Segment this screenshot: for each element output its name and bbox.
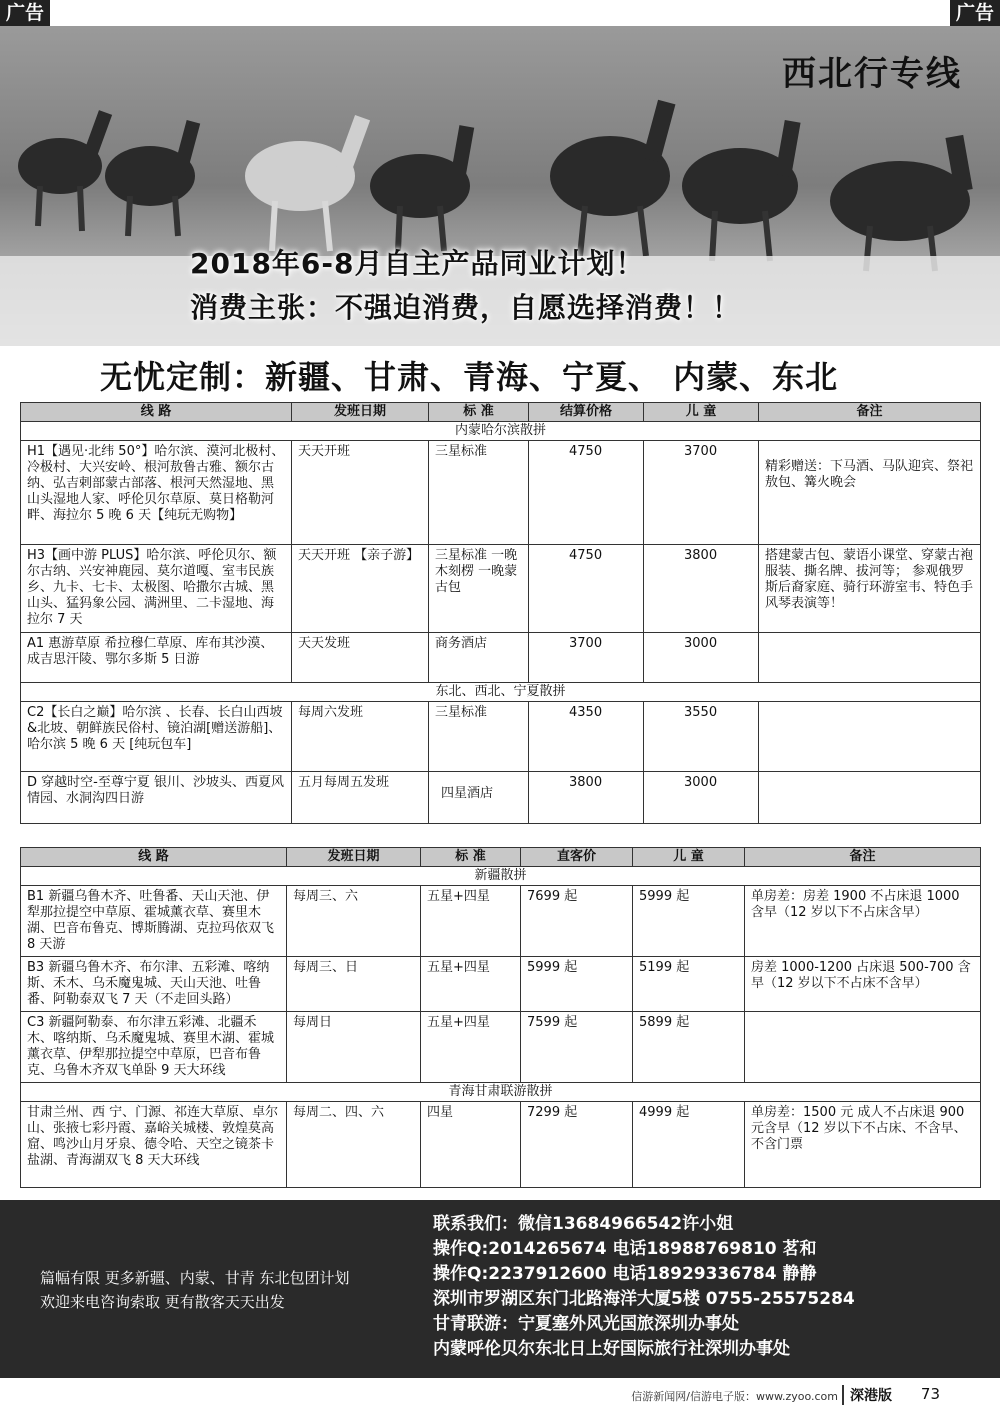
cell-child: 3800 bbox=[644, 545, 759, 633]
cell-date: 每周六发班 bbox=[292, 702, 429, 772]
ad-tag-right: 广告 bbox=[950, 0, 1000, 26]
cell-standard: 五星+四星 bbox=[421, 886, 521, 957]
hero-slogan-1: 2018年6-8月自主产品同业计划！ bbox=[190, 247, 645, 280]
section-title: 内蒙哈尔滨散拼 bbox=[21, 422, 981, 441]
table-row bbox=[21, 441, 981, 545]
cell-route: B3 新疆乌鲁木齐、布尔津、五彩滩、喀纳斯、禾木、乌禾魔鬼城、天山天池、吐鲁番、阿勒泰双飞 7 天（不走回头路） bbox=[21, 957, 287, 1012]
contact-line: 联系我们：微信13684966542许小姐 bbox=[433, 1214, 734, 1234]
col-header-standard: 标 准 bbox=[421, 848, 521, 867]
table-row bbox=[21, 545, 981, 633]
ad-tag-left: 广告 bbox=[0, 0, 50, 26]
table-row bbox=[21, 772, 981, 824]
col-header-standard: 标 准 bbox=[429, 403, 529, 422]
cell-price: 4750 bbox=[529, 545, 644, 633]
table-row bbox=[21, 702, 981, 772]
cell-standard: 三星标准 一晚木刻楞 一晚蒙古包 bbox=[429, 545, 529, 633]
col-header-child: 儿 童 bbox=[644, 403, 759, 422]
route-table-1 bbox=[20, 402, 981, 824]
col-header-child: 儿 童 bbox=[633, 848, 745, 867]
contact-footer bbox=[0, 1200, 1000, 1378]
cell-price: 7699 起 bbox=[521, 886, 633, 957]
table-header-row bbox=[21, 403, 981, 422]
section-title: 新疆散拼 bbox=[21, 867, 981, 886]
col-header-route: 线 路 bbox=[21, 848, 287, 867]
cell-route: A1 惠游草原 希拉穆仁草原、库布其沙漠、成吉思汗陵、鄂尔多斯 5 日游 bbox=[21, 633, 292, 683]
edition-label: 深港版 bbox=[842, 1385, 892, 1405]
route-table-2 bbox=[20, 847, 981, 1188]
col-header-date: 发班日期 bbox=[292, 403, 429, 422]
cell-price: 7599 起 bbox=[521, 1012, 633, 1083]
cell-date: 五月每周五发班 bbox=[292, 772, 429, 824]
cell-route: B1 新疆乌鲁木齐、吐鲁番、天山天池、伊犁那拉提空中草原、霍城薰衣草、赛里木湖、巴音布鲁克、博斯腾湖、克拉玛依双飞 8 天游 bbox=[21, 886, 287, 957]
cell-price: 4750 bbox=[529, 441, 644, 545]
contact-line: 操作Q:2014265674 电话18988769810 茗和 bbox=[433, 1239, 817, 1259]
cell-route: D 穿越时空-至尊宁夏 银川、沙坡头、西夏风情园、水洞沟四日游 bbox=[21, 772, 292, 824]
contact-block bbox=[433, 1212, 855, 1362]
cell-note: 房差 1000-1200 占床退 500-700 含早（12 岁以下不占床不含早） bbox=[745, 957, 981, 1012]
table-header-row bbox=[21, 848, 981, 867]
cell-child: 5199 起 bbox=[633, 957, 745, 1012]
hero-banner bbox=[0, 26, 1000, 346]
cell-child: 5999 起 bbox=[633, 886, 745, 957]
col-header-note: 备注 bbox=[745, 848, 981, 867]
col-header-route: 线 路 bbox=[21, 403, 292, 422]
contact-line: 操作Q:2237912600 电话18929336784 静静 bbox=[433, 1264, 817, 1284]
cell-note: 搭建蒙古包、蒙语小课堂、穿蒙古袍服装、撕名牌、拔河等； 参观俄罗斯后裔家庭、骑行环游室韦、特色手风琴表演等！ bbox=[759, 545, 981, 633]
cell-route: H3【画中游 PLUS】哈尔滨、呼伦贝尔、额尔古纳、兴安神鹿园、莫尔道嘎、室韦民族乡、九卡、七卡、太极图、哈撒尔古城、黑山头、猛犸象公园、满洲里、二卡湿地、海拉尔 7 天 bbox=[21, 545, 292, 633]
cell-note: 单房差：1500 元 成人不占床退 900 元含早（12 岁以下不占床、不含早、不含门票 bbox=[745, 1102, 981, 1188]
cell-date: 每周日 bbox=[287, 1012, 421, 1083]
col-header-price: 结算价格 bbox=[529, 403, 644, 422]
cell-note: 单房差：房差 1900 不占床退 1000 含早（12 岁以下不占床含早） bbox=[745, 886, 981, 957]
col-header-price: 直客价 bbox=[521, 848, 633, 867]
cell-note bbox=[759, 702, 981, 772]
section-row bbox=[21, 867, 981, 886]
table-row bbox=[21, 886, 981, 957]
cell-price: 7299 起 bbox=[521, 1102, 633, 1188]
cell-date: 天天发班 bbox=[292, 633, 429, 683]
headline: 无忧定制：新疆、甘肃、青海、宁夏、 内蒙、东北 bbox=[100, 358, 839, 396]
col-header-date: 发班日期 bbox=[287, 848, 421, 867]
cell-child: 3550 bbox=[644, 702, 759, 772]
cell-route: 甘肃兰州、西 宁、门源、祁连大草原、卓尔山、张掖七彩丹霞、嘉峪关城楼、敦煌莫高窟、鸣沙山月牙泉、德令哈、天空之镜茶卡盐湖、青海湖双飞 8 天大环线 bbox=[21, 1102, 287, 1188]
cell-price: 4350 bbox=[529, 702, 644, 772]
cell-note bbox=[745, 1012, 981, 1083]
cell-standard: 三星标准 bbox=[429, 441, 529, 545]
footer-note bbox=[40, 1266, 350, 1314]
table-row bbox=[21, 1102, 981, 1188]
page-footer bbox=[0, 1378, 1000, 1405]
page-number: 73 bbox=[920, 1385, 940, 1403]
hero-title: 西北行专线 bbox=[782, 54, 962, 94]
cell-route: C2【长白之巅】哈尔滨 、长春、长白山西坡&北坡、朝鲜族民俗村、镜泊湖[赠送游船]、哈尔滨 5 晚 6 天 [纯玩包车] bbox=[21, 702, 292, 772]
section-row bbox=[21, 683, 981, 702]
footer-note-line: 欢迎来电咨询索取 更有散客天天出发 bbox=[40, 1293, 285, 1311]
cell-standard: 五星+四星 bbox=[421, 957, 521, 1012]
cell-standard: 四星 bbox=[421, 1102, 521, 1188]
cell-note bbox=[759, 633, 981, 683]
hero-slogan-2: 消费主张：不强迫消费，自愿选择消费！！ bbox=[190, 291, 742, 324]
cell-date: 每周二、四、六 bbox=[287, 1102, 421, 1188]
cell-child: 3000 bbox=[644, 772, 759, 824]
cell-note: 精彩赠送：下马酒、马队迎宾、祭祀敖包、篝火晚会 bbox=[759, 441, 981, 545]
cell-note bbox=[759, 772, 981, 824]
cell-date: 每周三、六 bbox=[287, 886, 421, 957]
section-row bbox=[21, 1083, 981, 1102]
contact-line: 深圳市罗湖区东门北路海洋大厦5楼 0755-25575284 bbox=[433, 1289, 855, 1309]
cell-standard: 三星标准 bbox=[429, 702, 529, 772]
cell-standard: 四星酒店 bbox=[429, 772, 529, 824]
footer-note-line: 篇幅有限 更多新疆、内蒙、甘青 东北包团计划 bbox=[40, 1269, 350, 1287]
cell-child: 4999 起 bbox=[633, 1102, 745, 1188]
cell-price: 3800 bbox=[529, 772, 644, 824]
table-row bbox=[21, 633, 981, 683]
contact-line: 内蒙呼伦贝尔东北日上好国际旅行社深圳办事处 bbox=[433, 1339, 790, 1359]
section-title: 东北、西北、宁夏散拼 bbox=[21, 683, 981, 702]
cell-date: 天天开班 【亲子游】 bbox=[292, 545, 429, 633]
cell-child: 3000 bbox=[644, 633, 759, 683]
cell-child: 5899 起 bbox=[633, 1012, 745, 1083]
section-row bbox=[21, 422, 981, 441]
cell-price: 3700 bbox=[529, 633, 644, 683]
cell-date: 每周三、日 bbox=[287, 957, 421, 1012]
table-row bbox=[21, 1012, 981, 1083]
cell-standard: 五星+四星 bbox=[421, 1012, 521, 1083]
cell-date: 天天开班 bbox=[292, 441, 429, 545]
col-header-note: 备注 bbox=[759, 403, 981, 422]
cell-price: 5999 起 bbox=[521, 957, 633, 1012]
cell-standard: 商务酒店 bbox=[429, 633, 529, 683]
site-text: 信游新闻网/信游电子版：www.zyoo.com bbox=[631, 1390, 838, 1403]
section-title: 青海甘肃联游散拼 bbox=[21, 1083, 981, 1102]
contact-line: 甘青联游：宁夏塞外风光国旅深圳办事处 bbox=[433, 1314, 739, 1334]
cell-child: 3700 bbox=[644, 441, 759, 545]
cell-route: C3 新疆阿勒泰、布尔津五彩滩、北疆禾木、喀纳斯、乌禾魔鬼城、赛里木湖、霍城薰衣草、伊犁那拉提空中草原，巴音布鲁克、乌鲁木齐双飞单卧 9 天大环线 bbox=[21, 1012, 287, 1083]
cell-route: H1【遇见·北纬 50°】哈尔滨、漠河北极村、冷极村、大兴安岭、根河敖鲁古雅、额尔古纳、弘吉剌部蒙古部落、根河天然湿地、黑山头湿地人家、呼伦贝尔草原、莫日格勒河畔、海拉尔 5 晚 6 天【纯玩无购物】 bbox=[21, 441, 292, 545]
table-row bbox=[21, 957, 981, 1012]
